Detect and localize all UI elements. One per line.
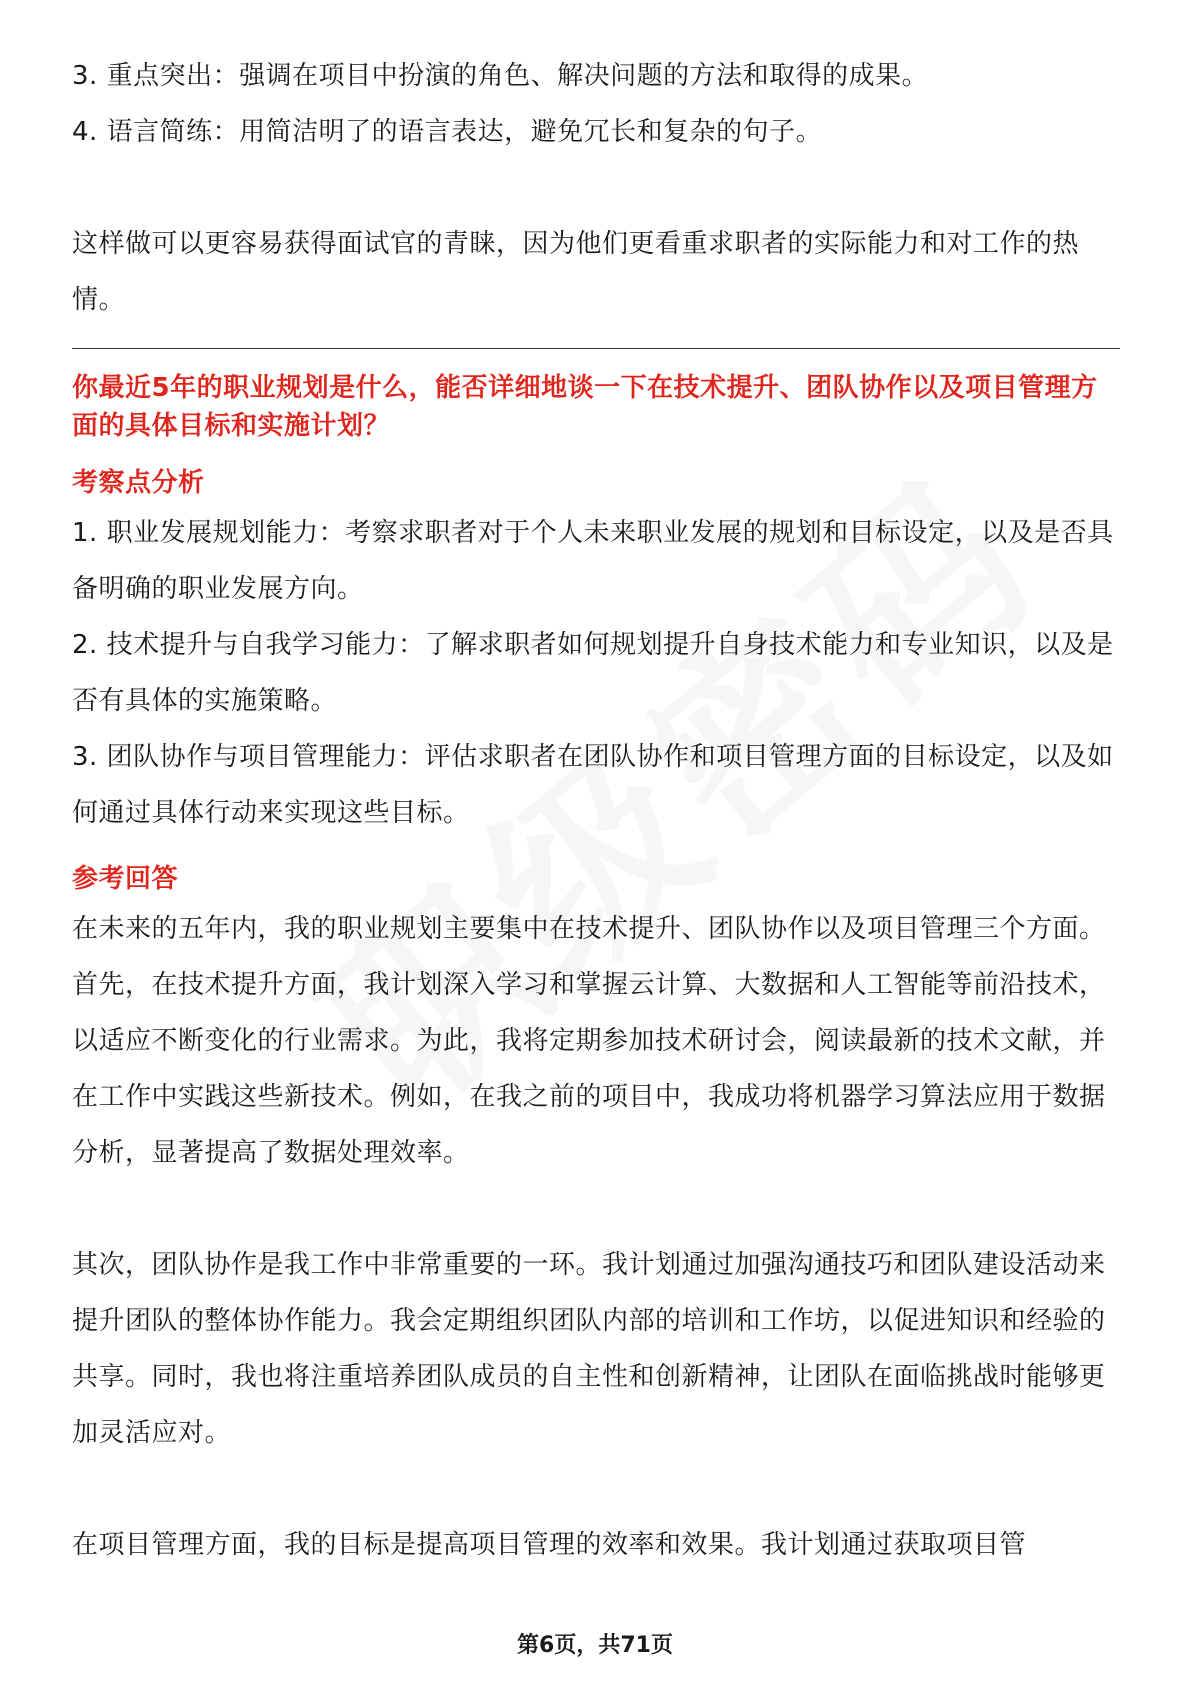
intro-item-4: 4. 语言简练：用简洁明了的语言表达，避免冗长和复杂的句子。 (72, 117, 823, 147)
analysis-item-2: 2. 技术提升与自我学习能力：了解求职者如何规划提升自身技术能力和专业知识，以及是否有具体的实施策略。 (72, 630, 1114, 716)
section-divider (72, 348, 1120, 349)
intro-item-3: 3. 重点突出：强调在项目中扮演的角色、解决问题的方法和取得的成果。 (72, 61, 929, 91)
question-title: 你最近5年的职业规划是什么，能否详细地谈一下在技术提升、团队协作以及项目管理方面的具体目标和实施计划？ (72, 373, 1098, 441)
answer-paragraph-1: 在未来的五年内，我的职业规划主要集中在技术提升、团队协作以及项目管理三个方面。首先，在技术提升方面，我计划深入学习和掌握云计算、大数据和人工智能等前沿技术，以适应不断变化的行业需求。为此，我将定期参加技术研讨会，阅读最新的技术文献，并在工作中实践这些新技术。例如，在我之前的项目中，我成功将机器学习算法应用于数据分析，显著提高了数据处理效率。 (72, 914, 1106, 1168)
intro-summary: 这样做可以更容易获得面试官的青睐，因为他们更看重求职者的实际能力和对工作的热情。 (72, 229, 1080, 315)
answer-paragraph-3: 在项目管理方面，我的目标是提高项目管理的效率和效果。我计划通过获取项目管 (72, 1530, 1027, 1560)
answer-heading: 参考回答 (72, 864, 179, 894)
answer-paragraph-2: 其次，团队协作是我工作中非常重要的一环。我计划通过加强沟通技巧和团队建设活动来提升团队的整体协作能力。我会定期组织团队内部的培训和工作坊，以促进知识和经验的共享。同时，我也将注重培养团队成员的自主性和创新精神，让团队在面临挑战时能够更加灵活应对。 (72, 1250, 1106, 1448)
document-page (72, 48, 1118, 1573)
analysis-heading: 考察点分析 (72, 468, 205, 498)
analysis-item-1: 1. 职业发展规划能力：考察求职者对于个人未来职业发展的规划和目标设定，以及是否具备明确的职业发展方向。 (72, 518, 1114, 604)
page-number: 第6页，共71页 (517, 1633, 673, 1658)
analysis-item-3: 3. 团队协作与项目管理能力：评估求职者在团队协作和项目管理方面的目标设定，以及如何通过具体行动来实现这些目标。 (72, 742, 1114, 828)
